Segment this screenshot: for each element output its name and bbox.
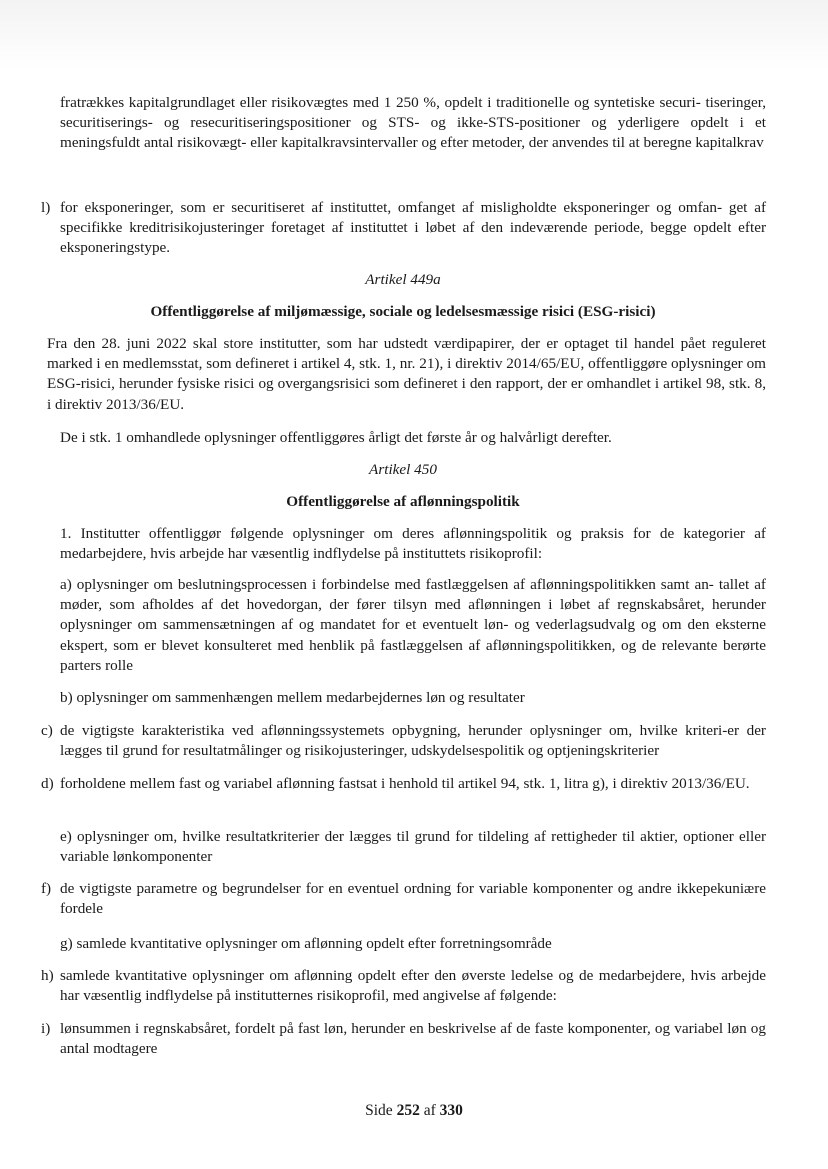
article-449a-heading: Offentliggørelse af miljømæssige, sociale og ledelsesmæssige risici (ESG-risici) [150,303,656,320]
list-item-b: b) oplysninger om sammenhængen mellem medarbejdernes løn og resultater [60,689,525,706]
article-449a-title: Artikel 449a [365,271,441,288]
list-item-f [41,879,766,919]
list-item-l [41,198,766,259]
list-item-g: g) samlede kvantitative oplysninger om aflønning opdelt efter forretningsområde [60,935,552,952]
article-450-paragraph-1: 1. Institutter offentliggør følgende oplysninger om deres aflønningspolitik og praksis for de kategorier af medarbejdere, hvis arbejde har væsentlig indflydelse på instituttets risikoprofil: [60,525,766,563]
list-item-label: d) [41,775,54,792]
list-item-label: c) [41,722,53,739]
footer-prefix: Side [365,1102,393,1119]
list-item-i [41,1019,766,1059]
list-item-label: f) [41,880,52,897]
list-item-text: samlede kvantitative oplysninger om aflønning opdelt efter den øverste ledelse og de medarbejdere, hvis arbejde har væsentlig indflydelse på institutternes risikoprofil, med angivelse af følgende: [60,967,766,1005]
list-item-text: for eksponeringer, som er securitiseret af instituttet, omfanget af misligholdte eksponeringer og omfan- get af specifikke kreditrisikojusteringer foretaget af instituttet i løbet af den indeværende periode, begge opdelt efter eksponeringstype. [60,199,766,257]
list-item-text: forholdene mellem fast og variabel aflønning fastsat i henhold til artikel 94, stk. 1, litra g), i direktiv 2013/36/EU. [60,775,750,792]
current-page-number: 252 [396,1102,420,1119]
article-449a-paragraph-2: De i stk. 1 omhandlede oplysninger offentliggøres årligt det første år og halvårligt derefter. [60,429,612,446]
list-item-label: h) [41,967,54,984]
list-item-text: lønsummen i regnskabsåret, fordelt på fast løn, herunder en beskrivelse af de faste komponenter, og variabel løn og antal modtagere [60,1020,766,1058]
paragraph-intro: fratrækkes kapitalgrundlaget eller risikovægtes med 1 250 %, opdelt i traditionelle og syntetiske securi- tiseringer, securitiserings- og resecuritiseringspositioner og STS- og ikke-STS-positioner og yderligere opdelt i et meningsfuldt antal risikovægt- eller kapitalkravsintervaller og efter metoder, der anvendes til at beregne kapitalkrav [60,94,766,152]
list-item-d [41,774,766,794]
page-footer [0,1101,828,1121]
article-450-heading: Offentliggørelse af aflønningspolitik [286,493,520,510]
list-item-label: i) [41,1020,51,1037]
footer-middle: af [423,1102,436,1119]
list-item-h [41,966,766,1006]
list-item-c [41,721,766,761]
list-item-e: e) oplysninger om, hvilke resultatkriterier der lægges til grund for tildeling af rettigheder til aktier, optioner eller variable lønkomponenter [60,828,766,866]
article-449a-paragraph-1: Fra den 28. juni 2022 skal store institutter, som har udstedt værdipapirer, der er optaget til handel pået reguleret marked i en medlemsstat, som defineret i artikel 4, stk. 1, nr. 21), i direktiv 2014/65/EU, offentliggøre oplysninger om ESG-risici, herunder fysiske risici og overgangsrisici som defineret i den rapport, der er omhandlet i artikel 98, stk. 8, i direktiv 2013/36/EU. [47,335,766,413]
list-item-text: de vigtigste karakteristika ved aflønningssystemets opbygning, herunder oplysninger om, hvilke kriteri-er der lægges til grund for resultatmålinger og risikojusteringer, udskydelsespolitik og optjeningskriterier [60,722,766,760]
list-item-a: a) oplysninger om beslutningsprocessen i forbindelse med fastlæggelsen af aflønningspolitikken samt an- tallet af møder, som afholdes af det hovedorgan, der fører tilsyn med aflønningen i løbet af regnskabsåret, herunder oplysninger om sammensætningen af og mandatet for et eventuelt løn- og vederlagsudvalg og om den eksterne ekspert, som er blevet konsulteret med henblik på fastlæggelsen af aflønningspolitikken, og de relevante berørte parters rolle [60,576,766,674]
article-450-title: Artikel 450 [369,461,437,478]
list-item-label: l) [41,199,51,216]
list-item-text: de vigtigste parametre og begrundelser for en eventuel ordning for variable komponenter og andre ikkepekuniære fordele [60,880,766,918]
total-page-count: 330 [439,1102,463,1119]
